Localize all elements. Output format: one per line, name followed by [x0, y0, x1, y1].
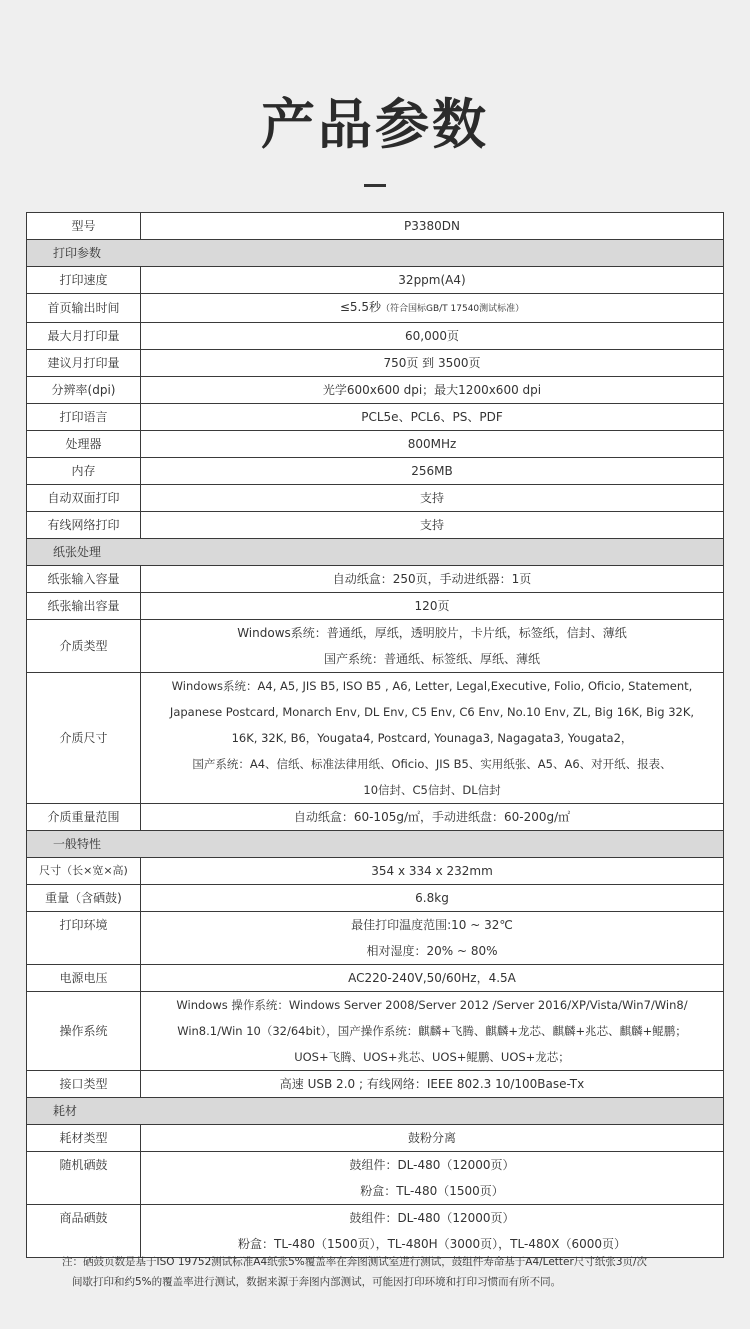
- row-label: 打印环境: [27, 912, 141, 965]
- row-value: 800MHz: [141, 431, 724, 458]
- row-value: P3380DN: [141, 213, 724, 240]
- row-label: 首页输出时间: [27, 294, 141, 323]
- section-title: 一般特性: [27, 831, 724, 858]
- row-value: PCL5e、PCL6、PS、PDF: [141, 404, 724, 431]
- table-row: [27, 431, 724, 458]
- footnote-line: 注：硒鼓页数是基于ISO 19752测试标准A4纸张5%覆盖率在奔图测试室进行测试，鼓组件寿命基于A4/Letter尺寸纸张3页/次: [62, 1256, 648, 1268]
- row-value: 256MB: [141, 458, 724, 485]
- table-row: [27, 885, 724, 912]
- row-label: 有线网络打印: [27, 512, 141, 539]
- row-label: 重量（含硒鼓): [27, 885, 141, 912]
- table-row: [27, 620, 724, 673]
- row-value-line: 16K, 32K, B6，Yougata4, Postcard, Younaga3, Nagagata3, Yougata2，: [231, 731, 633, 745]
- row-value-line: UOS+飞腾、UOS+兆芯、UOS+鲲鹏、UOS+龙芯；: [294, 1050, 570, 1064]
- footnote: [62, 1252, 712, 1292]
- row-label: 最大月打印量: [27, 323, 141, 350]
- row-label: 电源电压: [27, 965, 141, 992]
- table-row: [27, 673, 724, 804]
- row-value: AC220-240V,50/60Hz，4.5A: [141, 965, 724, 992]
- row-label: 商品硒鼓: [27, 1205, 141, 1258]
- row-value-line: 国产系统：A4、信纸、标准法律用纸、Oficio、JIS B5、实用纸张、A5、A6、对开纸、报表、: [192, 757, 672, 771]
- row-value: 32ppm(A4): [141, 267, 724, 294]
- table-row: [27, 458, 724, 485]
- footnote-line: 间歇打印和约5%的覆盖率进行测试，数据来源于奔图内部测试，可能因打印环境和打印习惯而有所不同。: [72, 1276, 562, 1288]
- row-value-line: 鼓组件：DL-480（12000页）: [349, 1211, 515, 1225]
- row-value: 鼓粉分离: [141, 1125, 724, 1152]
- spec-table: [26, 212, 724, 1258]
- table-row: [27, 1071, 724, 1098]
- row-label: 尺寸（长×宽×高): [27, 858, 141, 885]
- row-value-line: 粉盒：TL-480（1500页）: [360, 1184, 504, 1198]
- table-row: [27, 912, 724, 965]
- table-row: [27, 1205, 724, 1258]
- row-value-line: 相对湿度：20% ~ 80%: [366, 944, 498, 958]
- table-row: [27, 485, 724, 512]
- row-value: [141, 294, 724, 323]
- table-row: [27, 965, 724, 992]
- row-label: 打印速度: [27, 267, 141, 294]
- table-row: [27, 1125, 724, 1152]
- title-underline: [364, 184, 386, 187]
- row-label: 介质重量范围: [27, 804, 141, 831]
- section-header: [27, 1098, 724, 1125]
- row-value: [141, 1152, 724, 1205]
- row-label: 建议月打印量: [27, 350, 141, 377]
- row-value-line: 粉盒：TL-480（1500页），TL-480H（3000页），TL-480X（6000页）: [238, 1237, 626, 1251]
- section-header: [27, 831, 724, 858]
- row-value: [141, 673, 724, 804]
- row-value-main: ≤5.5秒: [339, 300, 381, 314]
- row-label: 打印语言: [27, 404, 141, 431]
- table-row: [27, 323, 724, 350]
- row-label: 内存: [27, 458, 141, 485]
- row-value: [141, 992, 724, 1071]
- row-value-line: Windows系统：A4, A5, JIS B5, ISO B5 , A6, Letter, Legal,Executive, Folio, Oficio, Statement,: [171, 679, 693, 693]
- section-title: 打印参数: [27, 240, 724, 267]
- row-value: 高速 USB 2.0 ; 有线网络：IEEE 802.3 10/100Base-Tx: [141, 1071, 724, 1098]
- row-label: 纸张输入容量: [27, 566, 141, 593]
- row-value-line: Japanese Postcard, Monarch Env, DL Env, C5 Env, C6 Env, No.10 Env, ZL, Big 16K, Big 32K,: [169, 705, 695, 719]
- row-value: 支持: [141, 512, 724, 539]
- table-row: [27, 1152, 724, 1205]
- table-row: [27, 404, 724, 431]
- row-label: 纸张输出容量: [27, 593, 141, 620]
- row-label: 分辨率(dpi): [27, 377, 141, 404]
- row-value-line: Windows系统：普通纸，厚纸，透明胶片，卡片纸，标签纸，信封、薄纸: [237, 626, 627, 640]
- row-value: [141, 620, 724, 673]
- page-title: 产品参数: [261, 93, 489, 156]
- row-label: 介质类型: [27, 620, 141, 673]
- row-label: 型号: [27, 213, 141, 240]
- row-label: 接口类型: [27, 1071, 141, 1098]
- row-label: 耗材类型: [27, 1125, 141, 1152]
- table-row: [27, 377, 724, 404]
- row-value: 自动纸盒：60-105g/㎡，手动进纸盘：60-200g/㎡: [141, 804, 724, 831]
- row-value: 120页: [141, 593, 724, 620]
- table-row: [27, 593, 724, 620]
- table-row: [27, 804, 724, 831]
- row-label: 处理器: [27, 431, 141, 458]
- row-value-line: 鼓组件：DL-480（12000页）: [349, 1158, 515, 1172]
- row-value-line: Windows 操作系统：Windows Server 2008/Server 2012 /Server 2016/XP/Vista/Win7/Win8/: [176, 998, 688, 1012]
- row-label: 介质尺寸: [27, 673, 141, 804]
- row-value: 光学600x600 dpi；最大1200x600 dpi: [141, 377, 724, 404]
- row-value: 支持: [141, 485, 724, 512]
- table-row: [27, 858, 724, 885]
- row-value-line: 10信封、C5信封、DL信封: [363, 783, 501, 797]
- table-row: [27, 992, 724, 1071]
- section-header: [27, 240, 724, 267]
- row-label: 操作系统: [27, 992, 141, 1071]
- row-value: [141, 912, 724, 965]
- table-row: [27, 294, 724, 323]
- row-label: 自动双面打印: [27, 485, 141, 512]
- section-title: 纸张处理: [27, 539, 724, 566]
- row-value-note: （符合国标GB/T 17540测试标准）: [380, 304, 525, 314]
- row-value: 354 x 334 x 232mm: [141, 858, 724, 885]
- row-value: [141, 1205, 724, 1258]
- table-row: [27, 566, 724, 593]
- row-label: 随机硒鼓: [27, 1152, 141, 1205]
- row-value-line: 最佳打印温度范围:10 ~ 32℃: [351, 918, 513, 932]
- row-value: 6.8kg: [141, 885, 724, 912]
- row-value: 750页 到 3500页: [141, 350, 724, 377]
- section-header: [27, 539, 724, 566]
- row-value: 自动纸盒：250页，手动进纸器：1页: [141, 566, 724, 593]
- table-row: [27, 267, 724, 294]
- row-value-line: Win8.1/Win 10（32/64bit），国产操作系统：麒麟+飞腾、麒麟+龙芯、麒麟+兆芯、麒麟+鲲鹏；: [177, 1024, 687, 1038]
- section-title: 耗材: [27, 1098, 724, 1125]
- row-value-line: 国产系统：普通纸、标签纸、厚纸、薄纸: [323, 652, 540, 666]
- table-row: [27, 350, 724, 377]
- row-value: 60,000页: [141, 323, 724, 350]
- table-row: [27, 213, 724, 240]
- table-row: [27, 512, 724, 539]
